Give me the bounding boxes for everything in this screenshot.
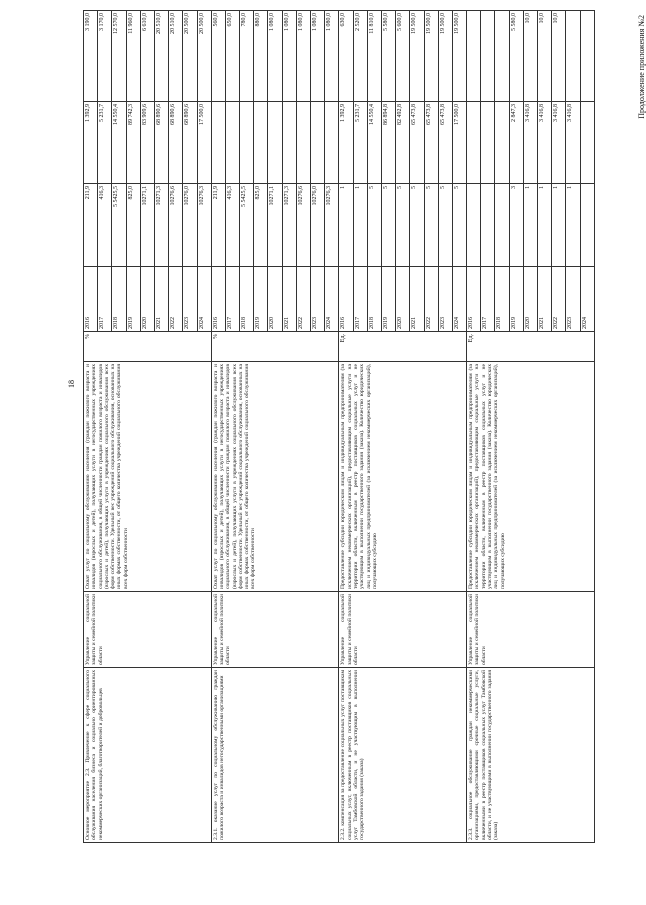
amount-cell xyxy=(580,11,594,102)
amount-cell: 12 570,0 xyxy=(112,11,126,102)
amount-cell: 10,0 xyxy=(523,11,537,102)
amount-cell: 19 500,0 xyxy=(424,11,438,102)
amount-cell: 5 231,7 xyxy=(98,102,112,184)
value-cell: 211,9 xyxy=(211,184,225,267)
amount-cell: 1 392,9 xyxy=(84,102,98,184)
year-cell: 2019 xyxy=(126,267,140,332)
executor-cell: Управление социальной защиты и семейной политики области xyxy=(84,592,212,668)
amount-cell: 14 550,4 xyxy=(112,102,126,184)
rotated-table-frame xyxy=(67,11,646,843)
amount-cell: 2 520,0 xyxy=(353,11,367,102)
year-cell: 2021 xyxy=(538,267,552,332)
amount-cell xyxy=(580,102,594,184)
value-cell: 1 xyxy=(523,184,537,267)
amount-cell: 1 080,0 xyxy=(268,11,282,102)
amount-cell: 65 473,8 xyxy=(424,102,438,184)
value-cell: 3 xyxy=(509,184,523,267)
year-cell: 2017 xyxy=(353,267,367,332)
year-cell: 2020 xyxy=(523,267,537,332)
year-cell: 2022 xyxy=(552,267,566,332)
event-cell: 2.3.2. компенсация за предоставление социальных услуг поставщикам социальных услуг, включенным в реестр поставщиков социальных услуг Тамбовской области, и не участвующим в выполнении государственного задания (заказа) xyxy=(339,668,467,843)
amount-cell: 17 500,0 xyxy=(452,102,466,184)
year-cell: 2018 xyxy=(367,267,381,332)
year-cell: 2022 xyxy=(424,267,438,332)
year-cell: 2020 xyxy=(268,267,282,332)
amount-cell: 86 894,8 xyxy=(381,102,395,184)
amount-cell: 3 416,8 xyxy=(538,102,552,184)
table-row xyxy=(467,11,481,843)
table-row xyxy=(211,11,225,843)
amount-cell: 3 416,8 xyxy=(552,102,566,184)
year-cell: 2021 xyxy=(410,267,424,332)
value-cell: 1 xyxy=(353,184,367,267)
value-cell: 10271,1 xyxy=(268,184,282,267)
indicator-cell: Предоставление субсидии юридическим лицам и индивидуальным предпринимателям (за исключением некоммерческих организаций), предоставляющим социальные услуги на территории области, включенным в реестр поставщиков социальных услуг и не участвующим в выполнении государственного задания (заказа). Количество юридических лиц и индивидуальных предпринимателей (за исключением некоммерческих организаций), получающих субсидию xyxy=(467,362,595,592)
amount-cell: 10,0 xyxy=(538,11,552,102)
amount-cell: 5 231,7 xyxy=(353,102,367,184)
amount-cell: 17 500,0 xyxy=(197,102,211,184)
value-cell: 5 5425,5 xyxy=(112,184,126,267)
year-cell: 2018 xyxy=(240,267,254,332)
value-cell xyxy=(481,184,495,267)
amount-cell xyxy=(296,102,310,184)
year-cell: 2018 xyxy=(495,267,509,332)
year-cell: 2023 xyxy=(566,267,580,332)
year-cell: 2024 xyxy=(580,267,594,332)
table-row xyxy=(339,11,353,843)
value-cell: 5 xyxy=(410,184,424,267)
year-cell: 2017 xyxy=(481,267,495,332)
executor-cell: Управление социальной защиты и семейной политики области xyxy=(211,592,339,668)
year-cell: 2016 xyxy=(84,267,98,332)
amount-cell xyxy=(495,11,509,102)
value-cell xyxy=(467,184,481,267)
year-cell: 2016 xyxy=(467,267,481,332)
amount-cell: 3 416,8 xyxy=(523,102,537,184)
event-cell: 2.3.1. оказание услуг по социальному обслуживанию граждан пожилого возраста и инвалидов негосударственными организациями xyxy=(211,668,339,843)
year-cell: 2017 xyxy=(98,267,112,332)
amount-cell xyxy=(467,102,481,184)
year-cell: 2022 xyxy=(169,267,183,332)
amount-cell: 68 890,6 xyxy=(169,102,183,184)
amount-cell xyxy=(240,102,254,184)
amount-cell xyxy=(481,102,495,184)
year-cell: 2016 xyxy=(339,267,353,332)
amount-cell xyxy=(311,102,325,184)
amount-cell: 1 080,0 xyxy=(282,11,296,102)
year-cell: 2019 xyxy=(509,267,523,332)
value-cell: 10271,3 xyxy=(282,184,296,267)
amount-cell: 20 500,0 xyxy=(197,11,211,102)
amount-cell: 1 392,9 xyxy=(339,102,353,184)
amount-cell: 68 890,6 xyxy=(154,102,168,184)
amount-cell: 20 500,0 xyxy=(183,11,197,102)
amount-cell: 1 080,0 xyxy=(325,11,339,102)
event-cell: Основное мероприятие 2.3. Привлечение к сфере социального обслуживания населения бизнеса и социально ориентированных некоммерческих организаций, благотворителей и добровольцев xyxy=(84,668,212,843)
value-cell: 5 xyxy=(396,184,410,267)
year-cell: 2024 xyxy=(452,267,466,332)
amount-cell: 780,0 xyxy=(240,11,254,102)
indicator-cell: Охват услуг по социальному обслуживанию населения (граждан пожилого возраста и инвалидов (взрослых и детей), получающих услуги в негосударственных учреждениях социального обслуживания, в общей численности граждан пожилого возраста и инвалидов (взрослых и детей), получающих услуги в учреждениях социального обслуживания всех форм собственности. Удельный вес учреждений социального обслуживания, основанных на иных формах собственности, от общего количества учреждений социального обслуживания всех форм собственности xyxy=(84,362,212,592)
amount-cell: 5 580,0 xyxy=(509,11,523,102)
year-cell: 2019 xyxy=(381,267,395,332)
executor-cell: Управление социальной защиты и семейной политики области xyxy=(467,592,595,668)
event-cell: 2.3.3. социальное обслуживание граждан некоммерческими организациями, предоставляющими срочные социальные услуги, включенными в реестр поставщиков социальных услуг Тамбовской области, и не участвующими в выполнении государственного задания (заказа) xyxy=(467,668,595,843)
amount-cell: 68 890,6 xyxy=(183,102,197,184)
amount-cell: 14 550,4 xyxy=(367,102,381,184)
amount-cell: 19 500,0 xyxy=(410,11,424,102)
year-cell: 2018 xyxy=(112,267,126,332)
amount-cell: 3 190,0 xyxy=(84,11,98,102)
value-cell: 5 5425,5 xyxy=(240,184,254,267)
unit-cell: Ед. xyxy=(339,332,467,362)
value-cell: 1 xyxy=(339,184,353,267)
amount-cell: 5 580,0 xyxy=(381,11,395,102)
amount-cell xyxy=(225,102,239,184)
value-cell: 825,0 xyxy=(126,184,140,267)
year-cell: 2020 xyxy=(396,267,410,332)
value-cell xyxy=(580,184,594,267)
amount-cell xyxy=(282,102,296,184)
amount-cell: 19 500,0 xyxy=(438,11,452,102)
year-cell: 2020 xyxy=(140,267,154,332)
value-cell: 416,3 xyxy=(225,184,239,267)
value-cell: 5 xyxy=(452,184,466,267)
amount-cell: 20 510,0 xyxy=(154,11,168,102)
amount-cell xyxy=(467,11,481,102)
amount-cell: 11 810,0 xyxy=(367,11,381,102)
amount-cell: 6 610,0 xyxy=(140,11,154,102)
year-cell: 2024 xyxy=(197,267,211,332)
amount-cell xyxy=(268,102,282,184)
value-cell: 5 xyxy=(438,184,452,267)
amount-cell: 3 416,8 xyxy=(566,102,580,184)
value-cell: 825,0 xyxy=(254,184,268,267)
value-cell: 10271,3 xyxy=(154,184,168,267)
value-cell: 211,9 xyxy=(84,184,98,267)
unit-cell: % xyxy=(211,332,339,362)
amount-cell: 1 080,0 xyxy=(296,11,310,102)
amount-cell: 11 960,0 xyxy=(126,11,140,102)
unit-cell: Ед. xyxy=(467,332,595,362)
amount-cell: 20 510,0 xyxy=(169,11,183,102)
year-cell: 2023 xyxy=(311,267,325,332)
amount-cell: 65 473,8 xyxy=(410,102,424,184)
year-cell: 2021 xyxy=(282,267,296,332)
amount-cell: 65 473,8 xyxy=(438,102,452,184)
amount-cell: 630,0 xyxy=(339,11,353,102)
year-cell: 2023 xyxy=(438,267,452,332)
value-cell: 10271,1 xyxy=(140,184,154,267)
amount-cell: 89 742,3 xyxy=(126,102,140,184)
amount-cell xyxy=(495,102,509,184)
amount-cell: 560,0 xyxy=(211,11,225,102)
indicator-cell: Предоставление субсидии юридическим лицам и индивидуальным предпринимателям (за исключением некоммерческих организаций), предоставляющим социальные услуги на территории области, включенным в реестр поставщиков социальных услуг и не участвующим в выполнении государственного задания (заказа). Количество юридических лиц и индивидуальных предпринимателей (за исключением некоммерческих организаций), получающих субсидию xyxy=(339,362,467,592)
table-row xyxy=(84,11,98,843)
year-cell: 2016 xyxy=(211,267,225,332)
value-cell: 10276,3 xyxy=(197,184,211,267)
year-cell: 2024 xyxy=(325,267,339,332)
page-number: 18 xyxy=(67,380,76,388)
continuation-caption: Продолжение приложения №2 xyxy=(637,15,646,119)
value-cell: 5 xyxy=(424,184,438,267)
year-cell: 2017 xyxy=(225,267,239,332)
amount-cell xyxy=(566,11,580,102)
amount-cell: 5 600,0 xyxy=(396,11,410,102)
program-table xyxy=(83,10,595,843)
value-cell: 5 xyxy=(381,184,395,267)
value-cell: 10276,6 xyxy=(169,184,183,267)
value-cell: 1 xyxy=(566,184,580,267)
amount-cell: 650,0 xyxy=(225,11,239,102)
amount-cell: 10,0 xyxy=(552,11,566,102)
value-cell: 5 xyxy=(367,184,381,267)
value-cell: 10276,3 xyxy=(325,184,339,267)
amount-cell: 3 170,0 xyxy=(98,11,112,102)
year-cell: 2023 xyxy=(183,267,197,332)
amount-cell: 82 492,8 xyxy=(396,102,410,184)
unit-cell: % xyxy=(84,332,212,362)
value-cell: 10276,0 xyxy=(311,184,325,267)
amount-cell: 1 080,0 xyxy=(311,11,325,102)
amount-cell xyxy=(481,11,495,102)
amount-cell: 19 500,0 xyxy=(452,11,466,102)
value-cell xyxy=(495,184,509,267)
year-cell: 2021 xyxy=(154,267,168,332)
value-cell: 1 xyxy=(552,184,566,267)
year-cell: 2022 xyxy=(296,267,310,332)
year-cell: 2019 xyxy=(254,267,268,332)
amount-cell xyxy=(254,102,268,184)
amount-cell: 880,0 xyxy=(254,11,268,102)
amount-cell: 2 847,3 xyxy=(509,102,523,184)
amount-cell: 83 909,6 xyxy=(140,102,154,184)
indicator-cell: Охват услуг по социальному обслуживанию населения (граждан пожилого возраста и инвалидов (взрослых и детей), получающих услуги в негосударственных учреждениях социального обслуживания, в общей численности граждан пожилого возраста и инвалидов (взрослых и детей), получающих услуги в учреждениях социального обслуживания всех форм собственности. Удельный вес учреждений социального обслуживания, основанных на иных формах собственности, от общего количества учреждений социального обслуживания всех форм собственности xyxy=(211,362,339,592)
value-cell: 1 xyxy=(538,184,552,267)
value-cell: 10276,6 xyxy=(296,184,310,267)
amount-cell xyxy=(325,102,339,184)
value-cell: 10276,0 xyxy=(183,184,197,267)
amount-cell xyxy=(211,102,225,184)
value-cell: 416,3 xyxy=(98,184,112,267)
executor-cell: Управление социальной защиты и семейной политики области xyxy=(339,592,467,668)
